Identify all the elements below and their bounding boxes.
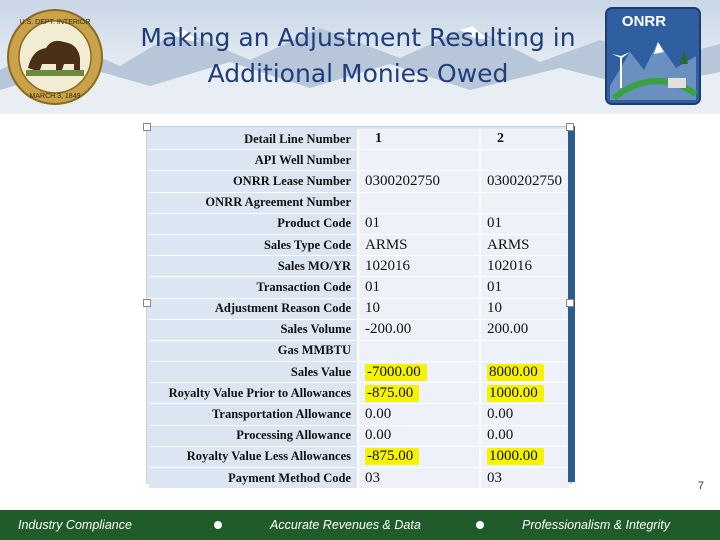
value-line-2: 0.00	[480, 425, 569, 446]
value-line-1	[358, 340, 480, 361]
row-label: Royalty Value Prior to Allowances	[149, 383, 358, 404]
value-line-1: 102016	[358, 256, 480, 277]
footer-item-professionalism: Professionalism & Integrity	[522, 518, 670, 532]
row-label: Adjustment Reason Code	[149, 298, 358, 319]
highlighted-value: -875.00	[365, 385, 419, 402]
value-line-2: 10	[480, 298, 569, 319]
table-row	[149, 362, 569, 383]
table-row	[149, 171, 569, 192]
value-line-2	[480, 362, 569, 383]
value-line-1: 0.00	[358, 404, 480, 425]
table-row	[149, 192, 569, 213]
footer-item-accurate-revenues: Accurate Revenues & Data	[270, 518, 421, 532]
value-line-2: 01	[480, 277, 569, 298]
bullet-icon	[476, 521, 484, 529]
value-line-1: 03	[358, 468, 480, 489]
table-row	[149, 319, 569, 340]
row-label: Transaction Code	[149, 277, 358, 298]
value-line-1	[358, 362, 480, 383]
table-row	[149, 340, 569, 361]
row-label: Product Code	[149, 213, 358, 234]
row-label: Payment Method Code	[149, 468, 358, 489]
highlighted-value: 1000.00	[487, 385, 544, 402]
row-label: Sales Type Code	[149, 234, 358, 255]
value-line-1: 10	[358, 298, 480, 319]
value-line-2	[480, 150, 569, 171]
value-line-1	[358, 192, 480, 213]
resize-handle-top-left[interactable]	[143, 123, 151, 131]
highlighted-value: 8000.00	[487, 364, 544, 381]
row-label: Sales Volume	[149, 319, 358, 340]
table-row	[149, 256, 569, 277]
table-row	[149, 234, 569, 255]
value-line-2	[480, 192, 569, 213]
table-row	[149, 277, 569, 298]
row-label: ONRR Agreement Number	[149, 192, 358, 213]
row-label: Royalty Value Less Allowances	[149, 446, 358, 467]
value-line-1: ARMS	[358, 234, 480, 255]
resize-handle-left[interactable]	[143, 299, 151, 307]
resize-handle-right[interactable]	[566, 299, 574, 307]
value-line-2: 102016	[480, 256, 569, 277]
value-line-1	[358, 446, 480, 467]
row-label: Sales Value	[149, 362, 358, 383]
value-line-1: 1	[358, 129, 480, 150]
highlighted-value: -875.00	[365, 448, 419, 465]
value-line-2	[480, 383, 569, 404]
value-line-2: ARMS	[480, 234, 569, 255]
table-row	[149, 150, 569, 171]
onrr-logo	[604, 6, 702, 106]
value-line-1	[358, 383, 480, 404]
row-label: Detail Line Number	[149, 129, 358, 150]
table-row	[149, 298, 569, 319]
table-row	[149, 383, 569, 404]
svg-text:ONRR: ONRR	[621, 13, 667, 30]
row-label: Processing Allowance	[149, 425, 358, 446]
value-line-2: 0300202750	[480, 171, 569, 192]
bullet-icon	[214, 521, 222, 529]
svg-text:U.S. DEPT. INTERIOR: U.S. DEPT. INTERIOR	[19, 19, 91, 26]
value-line-1: 01	[358, 213, 480, 234]
resize-handle-top-right[interactable]	[566, 123, 574, 131]
table-row	[149, 468, 569, 489]
footer-item-industry-compliance: Industry Compliance	[18, 518, 132, 532]
value-line-1: -200.00	[358, 319, 480, 340]
value-line-1: 0.00	[358, 425, 480, 446]
row-label: Gas MMBTU	[149, 340, 358, 361]
doi-seal-logo	[6, 8, 104, 106]
table-row	[149, 404, 569, 425]
page-number: 7	[697, 480, 704, 492]
value-line-1: 0300202750	[358, 171, 480, 192]
value-line-2	[480, 340, 569, 361]
value-line-2: 200.00	[480, 319, 569, 340]
value-line-2: 2	[480, 129, 569, 150]
table-row	[149, 446, 569, 467]
value-line-2	[480, 446, 569, 467]
row-label: Sales MO/YR	[149, 256, 358, 277]
slide-footer	[0, 510, 720, 540]
table-row	[149, 129, 569, 150]
highlighted-value: 1000.00	[487, 448, 544, 465]
row-label: Transportation Allowance	[149, 404, 358, 425]
table-row	[149, 425, 569, 446]
value-line-2: 0.00	[480, 404, 569, 425]
table-row	[149, 213, 569, 234]
slide-title: Making an Adjustment Resulting in Additional Monies Owed	[140, 23, 576, 88]
value-line-1	[358, 150, 480, 171]
value-line-1: 01	[358, 277, 480, 298]
svg-text:MARCH 3, 1849: MARCH 3, 1849	[29, 93, 81, 100]
report-table	[146, 126, 572, 484]
slide-header	[0, 0, 720, 114]
highlighted-value: -7000.00	[365, 364, 427, 381]
row-label: ONRR Lease Number	[149, 171, 358, 192]
row-label: API Well Number	[149, 150, 358, 171]
value-line-2: 01	[480, 213, 569, 234]
value-line-2: 03	[480, 468, 569, 489]
